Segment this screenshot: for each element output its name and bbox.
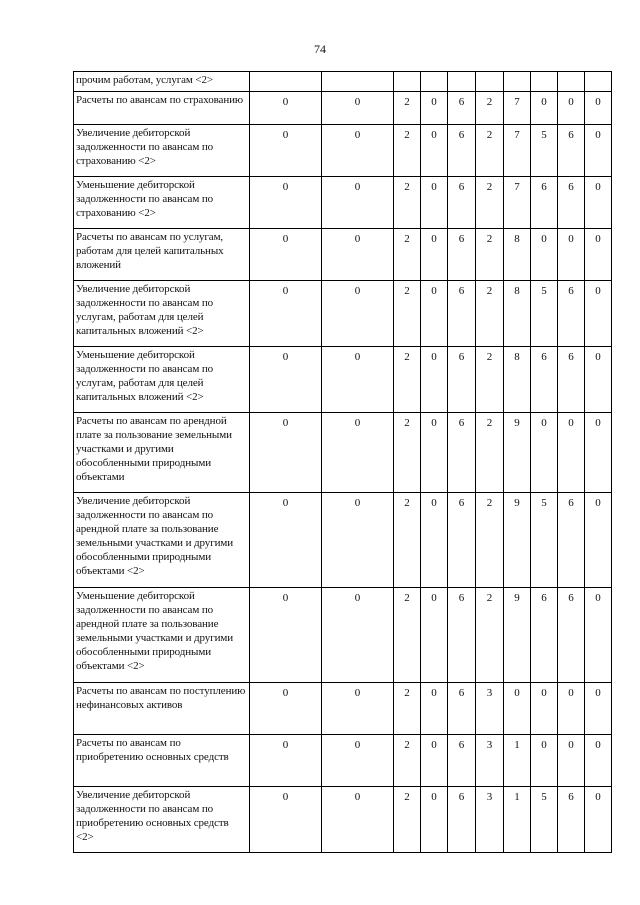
row-label: Увеличение дебиторской задолженности по авансам по арендной плате за пользование земельными участками и другими обособленными природными объектами <2> xyxy=(74,493,250,588)
code-digit-cell: 2 xyxy=(394,347,421,413)
code-digit-cell: 0 xyxy=(250,683,322,735)
code-digit-cell: 0 xyxy=(322,735,394,787)
table-row xyxy=(74,229,612,281)
code-digit-cell: 0 xyxy=(421,281,448,347)
code-digit-cell: 8 xyxy=(504,229,531,281)
code-digit-cell xyxy=(504,72,531,92)
code-digit-cell: 1 xyxy=(504,735,531,787)
code-digit-cell: 0 xyxy=(585,493,612,588)
table-row xyxy=(74,588,612,683)
code-digit-cell: 6 xyxy=(448,787,476,853)
code-digit-cell: 6 xyxy=(448,229,476,281)
code-digit-cell: 2 xyxy=(394,493,421,588)
code-digit-cell: 5 xyxy=(531,787,558,853)
code-digit-cell: 2 xyxy=(476,413,504,493)
code-digit-cell: 2 xyxy=(394,588,421,683)
table-row xyxy=(74,735,612,787)
code-digit-cell: 0 xyxy=(322,281,394,347)
code-digit-cell xyxy=(394,72,421,92)
code-digit-cell: 0 xyxy=(585,177,612,229)
code-digit-cell: 3 xyxy=(476,735,504,787)
code-digit-cell: 0 xyxy=(585,229,612,281)
row-label: Расчеты по авансам по арендной плате за пользование земельными участками и другими обособленными природными объектами xyxy=(74,413,250,493)
code-digit-cell: 6 xyxy=(558,588,585,683)
code-digit-cell: 6 xyxy=(558,493,585,588)
code-digit-cell: 0 xyxy=(421,588,448,683)
code-digit-cell: 0 xyxy=(250,92,322,125)
code-digit-cell: 6 xyxy=(448,347,476,413)
code-digit-cell: 0 xyxy=(531,683,558,735)
code-digit-cell: 3 xyxy=(476,787,504,853)
code-digit-cell xyxy=(585,72,612,92)
code-digit-cell xyxy=(448,72,476,92)
code-digit-cell: 0 xyxy=(585,347,612,413)
code-digit-cell: 0 xyxy=(250,588,322,683)
code-digit-cell: 0 xyxy=(250,281,322,347)
code-digit-cell: 2 xyxy=(394,413,421,493)
code-digit-cell: 0 xyxy=(585,588,612,683)
code-digit-cell: 7 xyxy=(504,177,531,229)
code-digit-cell: 2 xyxy=(394,683,421,735)
code-digit-cell: 6 xyxy=(448,92,476,125)
table-row xyxy=(74,683,612,735)
table-row xyxy=(74,787,612,853)
row-label: Расчеты по авансам по страхованию xyxy=(74,92,250,125)
code-digit-cell: 2 xyxy=(394,787,421,853)
code-digit-cell: 9 xyxy=(504,588,531,683)
code-digit-cell: 6 xyxy=(448,413,476,493)
code-digit-cell: 6 xyxy=(531,347,558,413)
code-digit-cell: 0 xyxy=(558,413,585,493)
code-digit-cell: 2 xyxy=(394,229,421,281)
code-digit-cell: 0 xyxy=(322,787,394,853)
row-label: Увеличение дебиторской задолженности по авансам по услугам, работам для целей капитальных вложений <2> xyxy=(74,281,250,347)
row-label: Расчеты по авансам по приобретению основных средств xyxy=(74,735,250,787)
code-digit-cell: 0 xyxy=(421,229,448,281)
code-digit-cell: 0 xyxy=(250,229,322,281)
code-digit-cell xyxy=(250,72,322,92)
code-digit-cell: 0 xyxy=(421,177,448,229)
row-label: Увеличение дебиторской задолженности по авансам по приобретению основных средств <2> xyxy=(74,787,250,853)
code-digit-cell: 0 xyxy=(322,92,394,125)
table-row xyxy=(74,92,612,125)
code-digit-cell: 0 xyxy=(322,125,394,177)
code-digit-cell: 0 xyxy=(250,177,322,229)
code-digit-cell: 2 xyxy=(476,125,504,177)
code-digit-cell: 2 xyxy=(476,229,504,281)
code-digit-cell: 0 xyxy=(585,92,612,125)
code-digit-cell: 2 xyxy=(476,493,504,588)
code-digit-cell: 7 xyxy=(504,125,531,177)
code-digit-cell: 2 xyxy=(394,125,421,177)
code-digit-cell: 0 xyxy=(322,347,394,413)
row-label: Уменьшение дебиторской задолженности по авансам по страхованию <2> xyxy=(74,177,250,229)
code-digit-cell: 8 xyxy=(504,281,531,347)
code-digit-cell xyxy=(558,72,585,92)
code-digit-cell: 0 xyxy=(250,493,322,588)
code-digit-cell: 8 xyxy=(504,347,531,413)
row-label: Увеличение дебиторской задолженности по авансам по страхованию <2> xyxy=(74,125,250,177)
code-digit-cell: 6 xyxy=(558,281,585,347)
code-digit-cell: 2 xyxy=(476,92,504,125)
code-digit-cell: 0 xyxy=(421,735,448,787)
code-digit-cell: 2 xyxy=(476,177,504,229)
code-digit-cell: 6 xyxy=(558,125,585,177)
code-digit-cell: 2 xyxy=(394,735,421,787)
table-row xyxy=(74,72,612,92)
code-digit-cell: 2 xyxy=(394,92,421,125)
row-label: Расчеты по авансам по поступлению нефинансовых активов xyxy=(74,683,250,735)
code-digit-cell: 1 xyxy=(504,787,531,853)
code-digit-cell: 6 xyxy=(448,281,476,347)
code-digit-cell: 6 xyxy=(531,177,558,229)
code-digit-cell: 0 xyxy=(250,413,322,493)
code-digit-cell: 2 xyxy=(476,281,504,347)
code-digit-cell: 0 xyxy=(322,413,394,493)
code-digit-cell: 6 xyxy=(558,177,585,229)
table-row xyxy=(74,347,612,413)
code-digit-cell: 0 xyxy=(504,683,531,735)
code-digit-cell xyxy=(421,72,448,92)
table-row xyxy=(74,125,612,177)
code-digit-cell: 0 xyxy=(558,683,585,735)
code-digit-cell: 5 xyxy=(531,493,558,588)
code-digit-cell: 6 xyxy=(448,588,476,683)
code-digit-cell: 0 xyxy=(421,787,448,853)
code-digit-cell xyxy=(531,72,558,92)
code-digit-cell: 0 xyxy=(531,413,558,493)
code-digit-cell: 0 xyxy=(421,683,448,735)
code-digit-cell: 0 xyxy=(322,229,394,281)
code-digit-cell: 6 xyxy=(531,588,558,683)
code-digit-cell: 0 xyxy=(421,92,448,125)
code-digit-cell: 5 xyxy=(531,125,558,177)
code-digit-cell: 0 xyxy=(421,413,448,493)
code-digit-cell: 6 xyxy=(448,177,476,229)
table-row xyxy=(74,413,612,493)
code-digit-cell: 0 xyxy=(558,735,585,787)
code-digit-cell: 2 xyxy=(476,347,504,413)
code-digit-cell: 0 xyxy=(558,229,585,281)
code-digit-cell: 2 xyxy=(394,177,421,229)
code-digit-cell: 9 xyxy=(504,493,531,588)
code-digit-cell xyxy=(322,72,394,92)
code-digit-cell: 0 xyxy=(531,735,558,787)
code-digit-cell: 9 xyxy=(504,413,531,493)
code-digit-cell: 6 xyxy=(448,735,476,787)
page-number: 74 xyxy=(314,42,326,56)
row-label: Уменьшение дебиторской задолженности по авансам по услугам, работам для целей капитальных вложений <2> xyxy=(74,347,250,413)
code-digit-cell: 0 xyxy=(250,735,322,787)
code-digit-cell: 3 xyxy=(476,683,504,735)
code-digit-cell: 0 xyxy=(250,787,322,853)
table-row xyxy=(74,493,612,588)
code-digit-cell: 0 xyxy=(250,347,322,413)
row-label: прочим работам, услугам <2> xyxy=(74,72,250,92)
code-digit-cell: 0 xyxy=(421,347,448,413)
row-label: Расчеты по авансам по услугам, работам для целей капитальных вложений xyxy=(74,229,250,281)
code-digit-cell: 0 xyxy=(585,787,612,853)
code-digit-cell xyxy=(476,72,504,92)
code-digit-cell: 5 xyxy=(531,281,558,347)
code-digit-cell: 0 xyxy=(250,125,322,177)
code-digit-cell: 6 xyxy=(448,493,476,588)
code-digit-cell: 0 xyxy=(585,683,612,735)
code-digit-cell: 6 xyxy=(558,787,585,853)
code-digit-cell: 0 xyxy=(322,683,394,735)
code-digit-cell: 0 xyxy=(421,493,448,588)
code-digit-cell: 2 xyxy=(394,281,421,347)
code-digit-cell: 7 xyxy=(504,92,531,125)
code-digit-cell: 6 xyxy=(448,683,476,735)
table-row xyxy=(74,281,612,347)
code-digit-cell: 0 xyxy=(322,493,394,588)
account-codes-table xyxy=(73,71,612,853)
code-digit-cell: 0 xyxy=(322,177,394,229)
code-digit-cell: 0 xyxy=(585,125,612,177)
code-digit-cell: 2 xyxy=(476,588,504,683)
code-digit-cell: 6 xyxy=(558,347,585,413)
table-row xyxy=(74,177,612,229)
code-digit-cell: 0 xyxy=(585,735,612,787)
code-digit-cell: 0 xyxy=(531,229,558,281)
code-digit-cell: 0 xyxy=(558,92,585,125)
code-digit-cell: 0 xyxy=(322,588,394,683)
code-digit-cell: 0 xyxy=(585,281,612,347)
code-digit-cell: 0 xyxy=(421,125,448,177)
code-digit-cell: 0 xyxy=(531,92,558,125)
code-digit-cell: 6 xyxy=(448,125,476,177)
code-digit-cell: 0 xyxy=(585,413,612,493)
row-label: Уменьшение дебиторской задолженности по авансам по арендной плате за пользование земельными участками и другими обособленными природными объектами <2> xyxy=(74,588,250,683)
